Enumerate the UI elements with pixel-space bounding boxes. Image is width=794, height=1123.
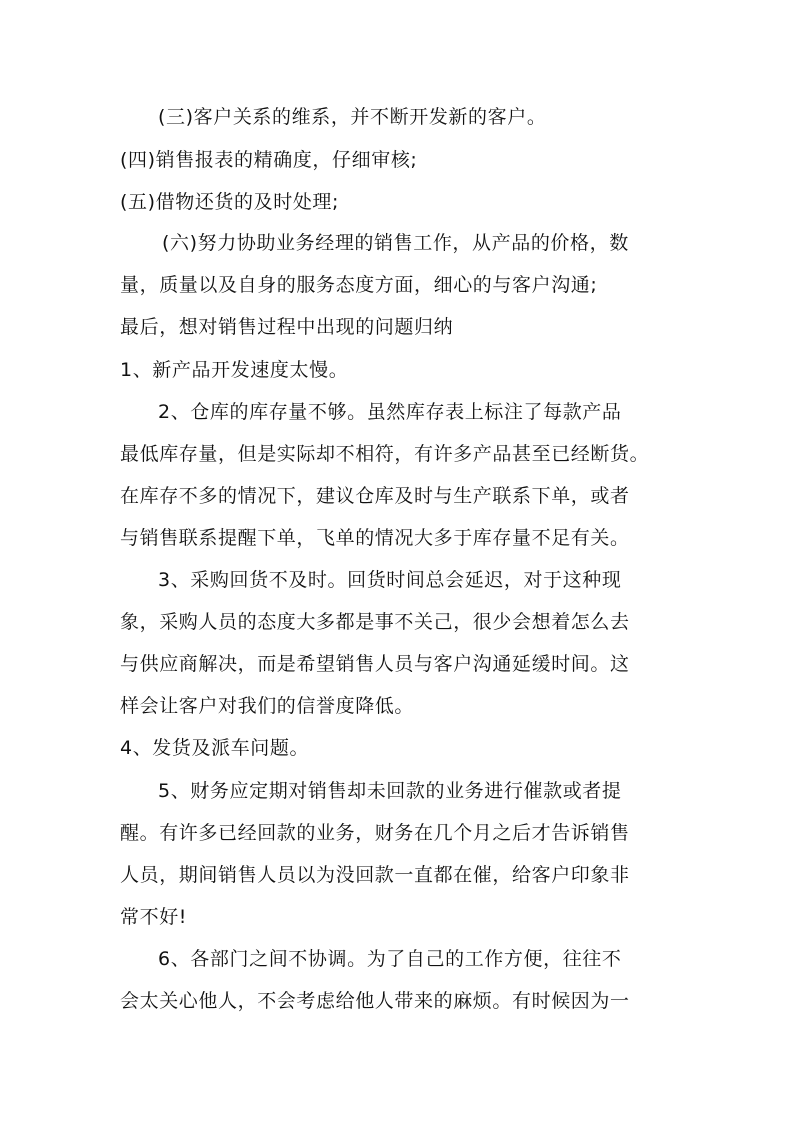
text-line: 常不好!: [120, 906, 188, 928]
text-line: 4、发货及派车问题。: [120, 737, 310, 759]
text-line: 3、采购回货不及时。回货时间总会延迟，对于这种现: [158, 569, 622, 591]
text-line: 量，质量以及自身的服务态度方面，细心的与客户沟通;: [120, 274, 598, 296]
text-line: 样会让客户对我们的信誉度降低。: [120, 695, 415, 717]
text-line: 人员，期间销售人员以为没回款一直都在催，给客户印象非: [120, 864, 630, 886]
text-line: (六)努力协助业务经理的销售工作，从产品的价格，数: [162, 232, 629, 254]
text-line: 与供应商解决，而是希望销售人员与客户沟通延缓时间。这: [120, 653, 630, 675]
text-line: 象，采购人员的态度大多都是事不关己，很少会想着怎么去: [120, 611, 630, 633]
text-line: 与销售联系提醒下单，飞单的情况大多于库存量不足有关。: [120, 527, 630, 549]
text-line: 6、各部门之间不协调。为了自己的工作方便，往往不: [158, 948, 622, 970]
text-line: 1、新产品开发速度太慢。: [120, 359, 349, 381]
text-line: 最低库存量，但是实际却不相符，有许多产品甚至已经断货。: [120, 443, 650, 465]
text-line: 5、财务应定期对销售却未回款的业务进行催款或者提: [158, 780, 622, 802]
text-line: (四)销售报表的精确度，仔细审核;: [120, 149, 418, 171]
text-line: 最后，想对销售过程中出现的问题归纳: [120, 316, 454, 338]
text-line: 会太关心他人，不会考虑给他人带来的麻烦。有时候因为一: [120, 990, 630, 1012]
text-line: (五)借物还货的及时处理;: [120, 191, 340, 213]
text-line: 醒。有许多已经回款的业务，财务在几个月之后才告诉销售: [120, 822, 630, 844]
text-line: 在库存不多的情况下，建议仓库及时与生产联系下单，或者: [120, 485, 630, 507]
text-line: (三)客户关系的维系，并不断开发新的客户。: [158, 106, 547, 128]
text-line: 2、仓库的库存量不够。虽然库存表上标注了每款产品: [158, 401, 622, 423]
